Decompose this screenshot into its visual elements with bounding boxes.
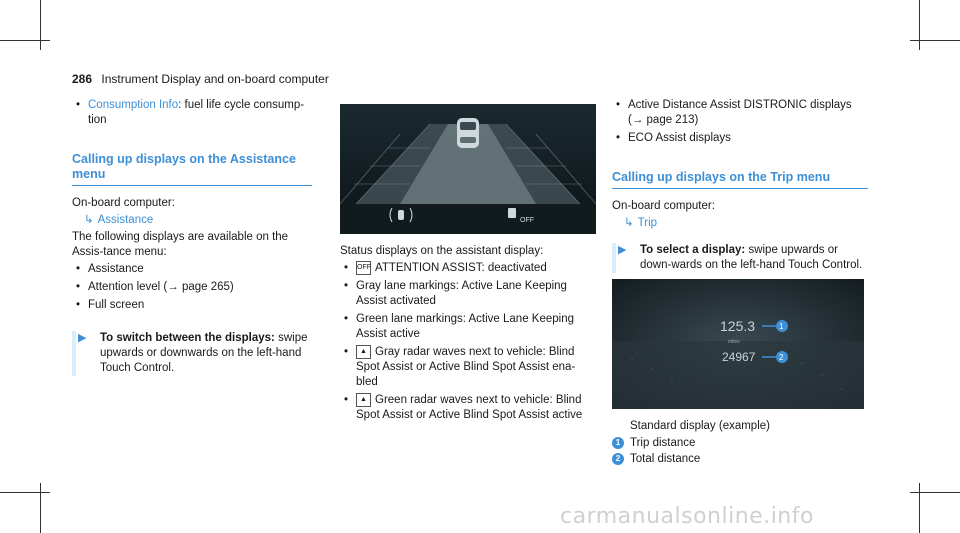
blind-spot-icon: ▲ <box>356 345 371 359</box>
list-item: • Full screen <box>72 298 312 313</box>
figure-caption: Standard display (example) <box>630 420 770 432</box>
section-heading-assistance: Calling up displays on the Assistance menu <box>72 152 312 186</box>
action-step <box>612 243 868 273</box>
trip-distance-value: 125.3 <box>720 318 756 334</box>
following-text: The following displays are available on the Assis-tance menu: <box>72 231 289 258</box>
callout-2: 2 <box>779 353 784 362</box>
menu-arrow-icon: ↳ <box>624 217 634 229</box>
crop-mark <box>919 483 920 533</box>
menu-path-label: Trip <box>637 217 658 229</box>
legend-item <box>612 436 868 451</box>
intro-text: On-board computer: <box>72 197 175 209</box>
blind-spot-icon: ▲ <box>356 393 371 407</box>
action-text: swipe upwards or downwards on the left-hand Touch Control. <box>100 332 308 374</box>
crop-mark <box>0 492 50 493</box>
watermark: carmanualsonline.info <box>560 504 814 529</box>
legend-number: 1 <box>612 437 624 449</box>
list-item: • Assistance <box>72 262 312 277</box>
crop-mark <box>0 40 50 41</box>
page-header-title: Instrument Display and on-board computer <box>101 72 329 86</box>
list-item-text: Attention level (→ page 265) <box>88 281 234 293</box>
trip-display-figure <box>612 279 864 409</box>
crop-mark <box>40 0 41 50</box>
list-item: • Gray lane markings: Active Lane Keeping Assist activated <box>340 279 596 309</box>
legend-text: Total distance <box>630 453 701 465</box>
section-heading-trip: Calling up displays on the Trip menu <box>612 170 868 189</box>
trip-unit-label: miles <box>728 339 740 345</box>
crop-mark <box>910 40 960 41</box>
attention-off-label: OFF <box>520 217 534 224</box>
action-arrow-icon: ▶ <box>618 244 627 256</box>
crop-mark <box>910 492 960 493</box>
page-number: 286 <box>72 72 93 86</box>
list-item-text: : fuel life cycle consump-tion <box>88 99 305 126</box>
column-middle <box>340 104 596 426</box>
intro-text: On-board computer: <box>612 200 715 212</box>
menu-arrow-icon: ↳ <box>84 214 94 226</box>
crop-mark <box>919 0 920 50</box>
action-text: swipe upwards or down-wards on the left-hand Touch Control. <box>640 244 863 271</box>
list-item-text: ATTENTION ASSIST: deactivated <box>375 262 547 275</box>
action-arrow-icon: ▶ <box>78 332 87 344</box>
action-step <box>72 331 312 376</box>
column-right <box>612 98 868 468</box>
menu-path-label: Assistance <box>97 214 154 226</box>
action-label: To switch between the displays: <box>100 332 275 344</box>
list-item <box>340 393 596 423</box>
legend-text: Trip distance <box>630 437 696 449</box>
list-item <box>72 280 312 295</box>
list-item-text: Green radar waves next to vehicle: Blind Spot Assist or Active Blind Spot Assist active <box>356 394 583 422</box>
column-left <box>72 98 312 376</box>
list-item <box>72 98 312 128</box>
status-intro: Status displays on the assistant display: <box>340 245 544 257</box>
page-header <box>72 72 329 86</box>
assistant-display-figure <box>340 104 596 234</box>
legend-item <box>612 452 868 467</box>
consumption-info-link[interactable]: Consumption Info <box>88 99 179 111</box>
list-item: • ECO Assist displays <box>612 131 868 146</box>
list-item <box>340 345 596 390</box>
menu-path-trip[interactable] <box>612 216 868 231</box>
list-item <box>340 261 596 276</box>
legend-number: 2 <box>612 453 624 465</box>
list-item-text: Gray radar waves next to vehicle: Blind Spot Assist or Active Blind Spot Assist ena-bled <box>356 346 576 389</box>
action-label: To select a display: <box>640 244 746 256</box>
crop-mark <box>40 483 41 533</box>
list-item: • Green lane markings: Active Lane Keeping Assist active <box>340 312 596 342</box>
callout-1: 1 <box>779 322 784 331</box>
total-distance-value: 24967 <box>722 350 756 364</box>
list-item: • Active Distance Assist DISTRONIC displays (→ page 213) <box>612 98 868 128</box>
attention-assist-icon: OFF <box>356 261 371 275</box>
menu-path-assistance[interactable] <box>72 213 312 228</box>
